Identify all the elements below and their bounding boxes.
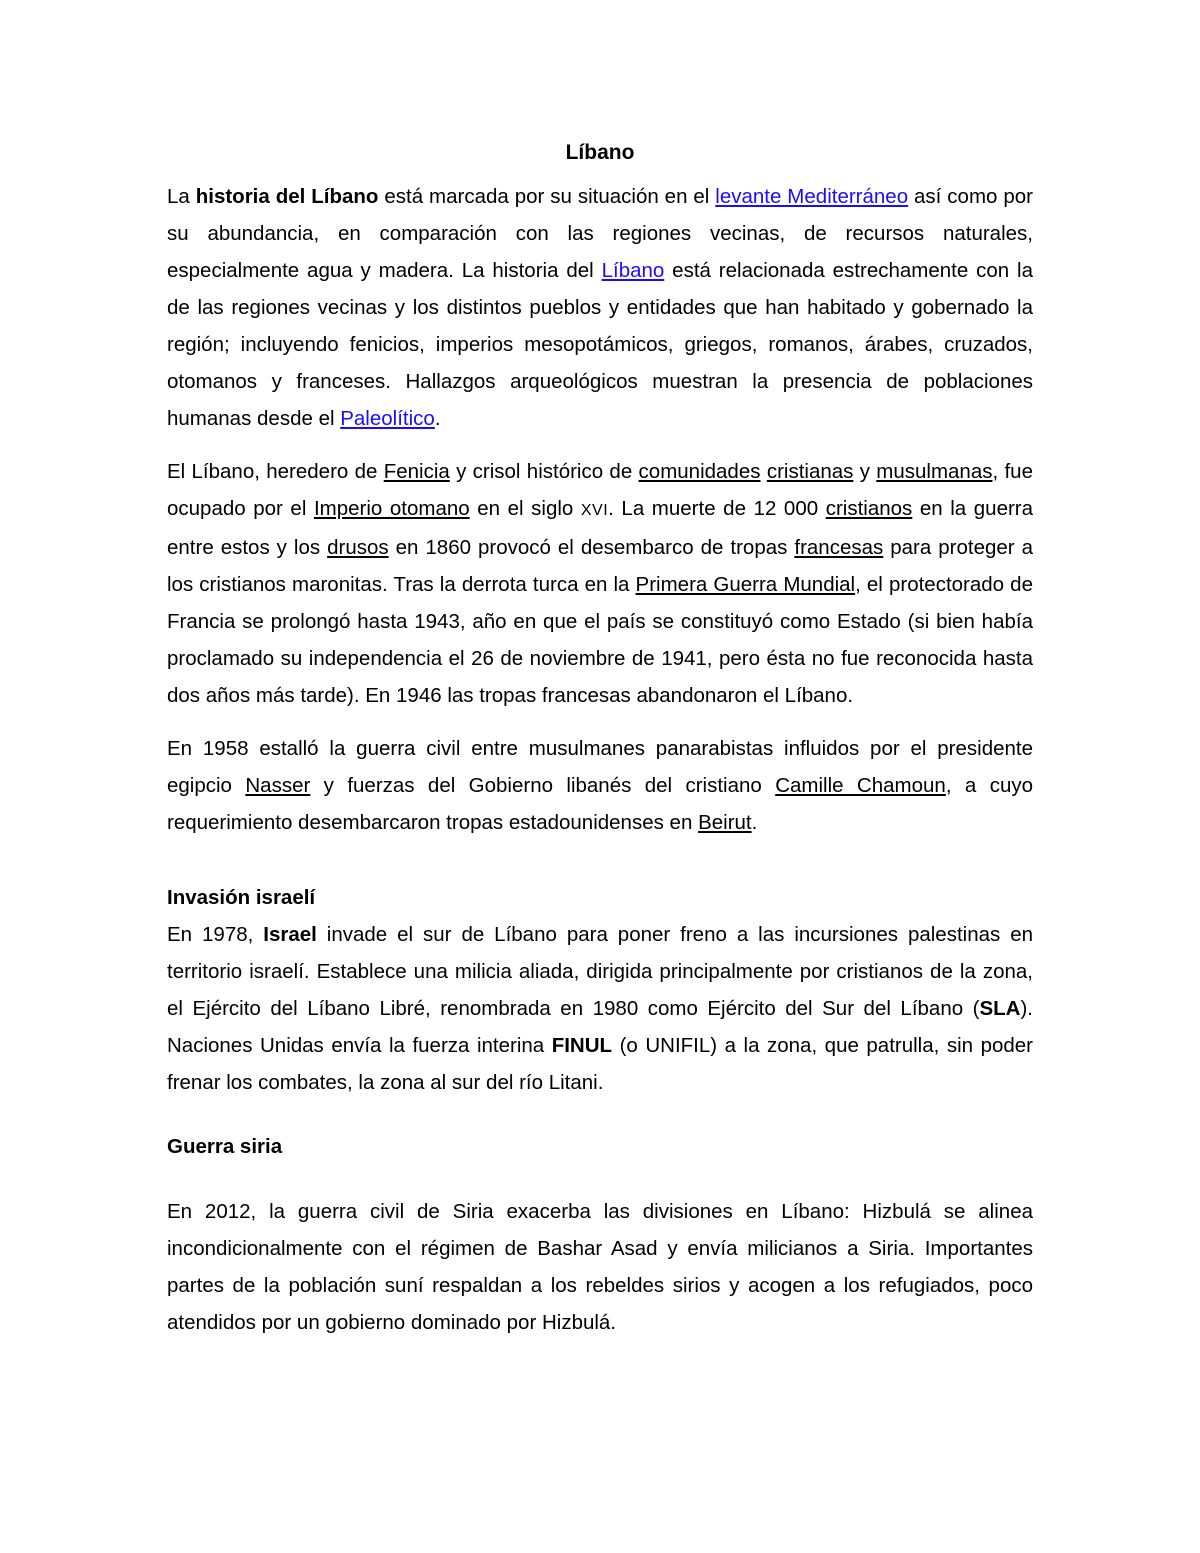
link-musulmanas[interactable]: musulmanas — [876, 460, 993, 483]
link-primera-guerra-mundial[interactable]: Primera Guerra Mundial — [635, 573, 856, 596]
bold-term: historia del Líbano — [195, 185, 379, 208]
document-title: Líbano — [565, 141, 635, 164]
paragraph-invasion: En 1978, Israel invade el sur de Líbano para poner freno a las incursiones palestinas en territorio israelí. Establece una milicia aliada, dirigida principalmente por cristianos de la zona, el Ejército del Líbano Libré, renombrada en 1980 como Ejército del Sur del Líbano (SLA). Naciones Unidas envía la fuerza interina FINUL (o UNIFIL) a la zona, que patrulla, sin poder frenar los combates, la zona al sur del río Litani. — [167, 923, 1034, 1094]
link-nasser[interactable]: Nasser — [245, 774, 311, 797]
document-body — [167, 138, 1033, 1341]
link-camille-chamoun[interactable]: Camille Chamoun — [775, 774, 946, 797]
link-levante-mediterraneo[interactable]: levante Mediterráneo — [715, 185, 909, 208]
link-imperio-otomano[interactable]: Imperio otomano — [313, 497, 470, 520]
link-paleolitico[interactable]: Paleolítico — [340, 407, 435, 430]
link-francesas[interactable]: francesas — [794, 536, 884, 559]
bold-term: Israel — [263, 923, 317, 946]
link-libano[interactable]: Líbano — [601, 259, 665, 282]
link-beirut[interactable]: Beirut — [698, 811, 752, 834]
bold-term: SLA — [979, 997, 1021, 1020]
bold-term: FINUL — [551, 1034, 613, 1057]
link-drusos[interactable]: drusos — [327, 536, 389, 559]
link-fenicia[interactable]: Fenicia — [383, 460, 450, 483]
link-cristianas[interactable]: cristianas — [766, 460, 854, 483]
paragraph-syria: En 2012, la guerra civil de Siria exacerba las divisiones en Líbano: Hizbulá se alinea incondicionalmente con el régimen de Bashar Asad y envía milicianos a Siria. Importantes partes de la población suní respaldan a los rebeldes sirios y acogen a los refugiados, poco atendidos por un gobierno dominado por Hizbulá. — [167, 1200, 1033, 1334]
century-numeral: XVI — [580, 502, 609, 519]
section-heading-guerra-siria: Guerra siria — [167, 1135, 283, 1158]
link-cristianos[interactable]: cristianos — [825, 497, 913, 520]
paragraph-history: El Líbano, heredero de Fenicia y crisol histórico de comunidades cristianas y musulmanas, fue ocupado por el Imperio otomano en el siglo XVI. La muerte de 12 000 cristianos en la guerra entre estos y los drusos en 1860 provocó el desembarco de tropas francesas para proteger a los cristianos maronitas. Tras la derrota turca en la Primera Guerra Mundial, el protectorado de Francia se prolongó hasta 1943, año en que el país se constituyó como Estado (si bien había proclamado su independencia el 26 de noviembre de 1941, pero ésta no fue reconocida hasta dos años más tarde). En 1946 las tropas francesas abandonaron el Líbano. — [167, 460, 1034, 707]
paragraph-intro: La historia del Líbano está marcada por su situación en el levante Mediterráneo así como por su abundancia, en comparación con las regiones vecinas, de recursos naturales, especialmente agua y madera. La historia del Líbano está relacionada estrechamente con la de las regiones vecinas y los distintos pueblos y entidades que han habitado y gobernado la región; incluyendo fenicios, imperios mesopotámicos, griegos, romanos, árabes, cruzados, otomanos y franceses. Hallazgos arqueológicos muestran la presencia de poblaciones humanas desde el Paleolítico. — [167, 185, 1033, 430]
section-heading-invasion: Invasión israelí — [167, 886, 316, 909]
link-comunidades[interactable]: comunidades — [638, 460, 761, 483]
paragraph-civil-war: En 1958 estalló la guerra civil entre musulmanes panarabistas influidos por el presidente egipcio Nasser y fuerzas del Gobierno libanés del cristiano Camille Chamoun, a cuyo requerimiento desembarcaron tropas estadounidenses en Beirut. — [167, 737, 1033, 834]
